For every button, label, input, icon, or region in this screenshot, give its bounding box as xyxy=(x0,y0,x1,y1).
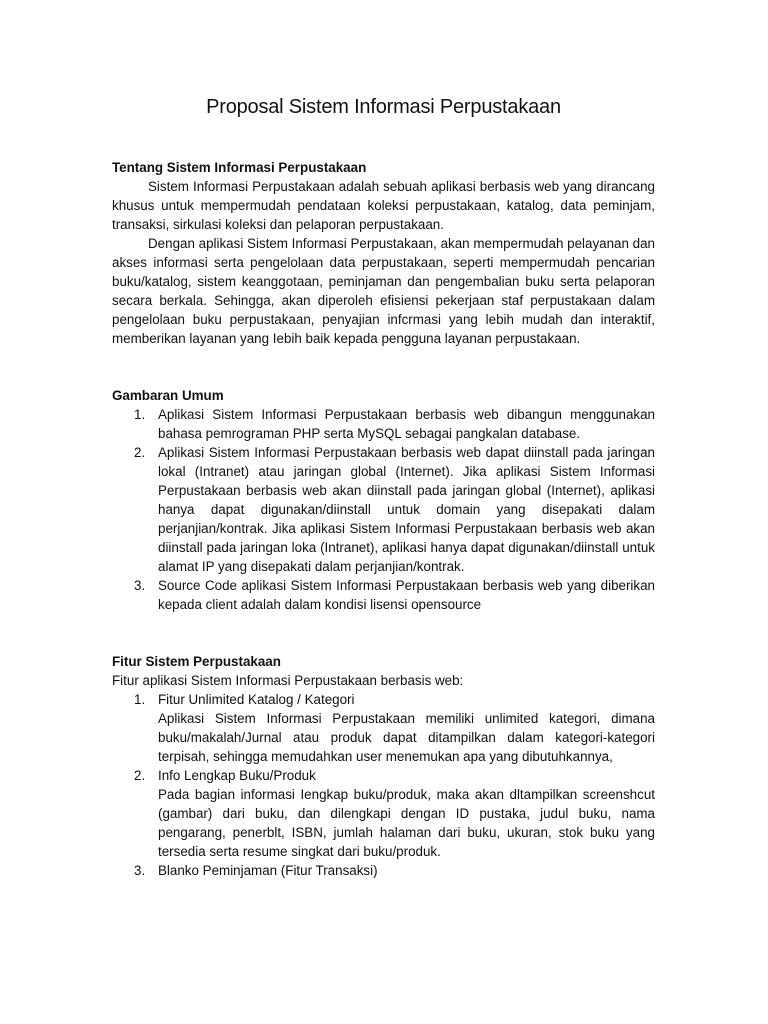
list-item xyxy=(112,690,655,766)
list-text: Aplikasi Sistem Informasi Perpustakaan berbasis web dapat diinstall pada jaringan lokal (Intranet) atau jaringan global (Internet). Jika aplikasi Sistem Informasi Perpustakaan berbasis web akan diinstall pada jaringan global (Internet), aplikasi hanya dapat digunakan/diinstall untuk domain yang disepakati dalam perjanjian/kontrak. Jika aplikasi Sistem Informasi Perpustakaan berbasis web akan diinstall pada jaringan loka (Intranet), aplikasi hanya dapat digunakan/diinstall untuk alamat IP yang disepakati dalam perjanjian/kontrak. xyxy=(158,445,655,574)
section-heading-tentang: Tentang Sistem Informasi Perpustakaan xyxy=(112,160,367,175)
paragraph-2: Dengan aplikasi Sistem Informasi Perpustakaan, akan mempermudah pelayanan dan akses informasi serta pengelolaan data perpustakaan, seperti mempermudah pencarian buku/katalog, sistem keanggotaan, peminjaman dan pengembalian buku serta pelaporan secara berkala. Sehingga, akan diperoleh efisiensi pekerjaan staf perpustakaan dalam pengelolaan buku perpustakaan, penyajian infcrmasi yang lebih mudah dan interaktif, memberikan layanan yang Iebih baik kepada pengguna layanan perpustakaan. xyxy=(112,236,655,346)
list-item xyxy=(112,576,655,614)
list-text: Aplikasi Sistem Informasi Perpustakaan berbasis web dibangun menggunakan bahasa pemrograman PHP serta MySQL sebagai pangkalan database. xyxy=(158,407,655,441)
feature-text: Pada bagian informasi Iengkap buku/produk, maka akan dltampilkan screenshcut (gambar) dari buku, dan dilengkapi dengan ID pustaka, judul buku, nama pengarang, penerblt, ISBN, jumlah halaman dari buku, ukuran, stok buku yang tersedia serta resume singkat dari buku/produk. xyxy=(158,787,655,859)
paragraph-1: Sistem Informasi Perpustakaan adalah sebuah aplikasi berbasis web yang dirancang khusus untuk mempermudah pendataan koleksi perpustakaan, katalog, data peminjam, transaksi, sirkulasi koleksi dan pelaporan perpustakaan. xyxy=(112,179,655,232)
list-number: 1. xyxy=(134,692,146,707)
list-item xyxy=(112,443,655,576)
feature-text: Aplikasi Sistem Informasi Perpustakaan memiliki unlimited kategori, dimana buku/makalah/Jurnal atau produk dapat ditampilkan dalam kategori-kategori terpisah, sehingga memudahkan user menemukan apa yang dibutuhkannya, xyxy=(158,711,655,764)
section-heading-fitur: Fitur Sistem Perpustakaan xyxy=(112,654,281,669)
document-title: Proposal Sistem Informasi Perpustakaan xyxy=(206,96,561,118)
section-gambaran-umum xyxy=(112,386,655,614)
section-fitur xyxy=(112,652,655,880)
list-number: 3. xyxy=(134,578,146,593)
list-number: 2. xyxy=(134,768,146,783)
list-item xyxy=(112,405,655,443)
fitur-list xyxy=(112,690,655,880)
list-number: 2. xyxy=(134,445,146,460)
section-tentang xyxy=(112,158,655,348)
list-item xyxy=(112,861,655,880)
list-number: 3. xyxy=(134,863,146,878)
gambaran-list xyxy=(112,405,655,614)
feature-title: Fitur Unlimited Katalog / Kategori xyxy=(158,692,355,707)
list-number: 1. xyxy=(134,407,146,422)
list-item xyxy=(112,766,655,861)
feature-title: Blanko Peminjaman (Fitur Transaksi) xyxy=(158,863,378,878)
fitur-intro: Fitur aplikasi Sistem Informasi Perpustakaan berbasis web: xyxy=(112,673,464,688)
section-heading-gambaran: Gambaran Umum xyxy=(112,388,224,403)
list-text: Source Code aplikasi Sistem Informasi Perpustakaan berbasis web yang diberikan kepada client adalah dalam kondisi lisensi opensource xyxy=(158,578,655,612)
feature-title: Info Lengkap Buku/Produk xyxy=(158,768,316,783)
